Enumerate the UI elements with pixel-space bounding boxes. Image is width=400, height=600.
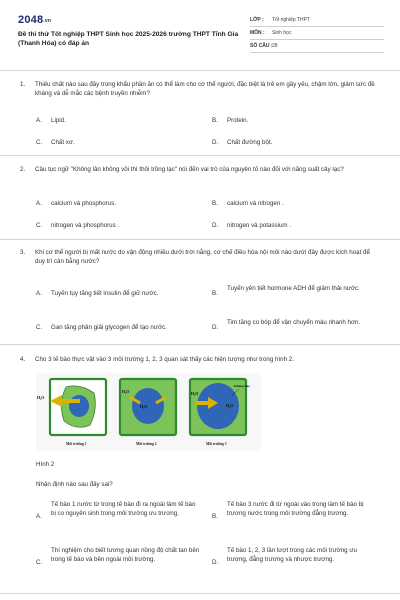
- option-text: Lipid.: [51, 117, 66, 124]
- meta-row-subject: [250, 27, 384, 40]
- page-header: [18, 14, 384, 58]
- meta-key: SỐ CÂU :: [250, 43, 273, 49]
- option-letter: A.: [36, 200, 42, 207]
- question-text: Khi cơ thể người bị mất nước do vận động nhiều dưới trời nắng, cơ chế điều hòa nội môi nào dưới đây được kích hoạt để duy trì cân bằng nước?: [35, 249, 370, 265]
- environment-caption-1: Môi trường 1: [66, 442, 87, 446]
- exam-meta: [250, 14, 384, 53]
- option-letter: B.: [212, 117, 218, 124]
- question-number: 4.: [20, 356, 26, 363]
- option-text: Protein.: [227, 117, 249, 124]
- water-label: H₂O: [122, 389, 130, 394]
- vacuole: [69, 395, 89, 417]
- environment-caption-3: Môi trường 3: [206, 442, 227, 446]
- option-letter: D.: [212, 559, 219, 566]
- option-letter: B.: [212, 290, 218, 297]
- divider: [0, 239, 400, 240]
- exam-title: Đề thi thử Tốt nghiệp THPT Sinh học 2025-2026 trường THPT Tĩnh Gia (Thanh Hóa) có đáp án: [18, 31, 239, 47]
- option-letter: C.: [36, 559, 43, 566]
- option-letter: C.: [36, 139, 43, 146]
- environment-caption-2: Môi trường 2: [136, 442, 157, 446]
- option-text: nitrogen và potassium .: [227, 222, 291, 229]
- water-label: H₂O: [37, 395, 45, 400]
- question-prompt: Nhận định nào sau đây sai?: [36, 481, 113, 488]
- question-text: Thiếu chất nào sau đây trong khẩu phần ăn có thể làm cho cơ thể người, đặc biệt là trẻ em gầy yếu, chậm lớn, giảm sức đề kháng và dễ mắc các bệnh truyền nhiễm?: [35, 81, 375, 97]
- cell-3: [190, 379, 250, 435]
- option-letter: A.: [36, 513, 42, 520]
- divider: [0, 155, 400, 156]
- water-label: H₂O: [226, 403, 234, 408]
- cell-diagram: [36, 373, 261, 451]
- divider: [0, 593, 400, 594]
- option-text: Gan tăng phân giải glycogen để tạo nước.: [51, 324, 167, 331]
- question-number: 1.: [20, 81, 26, 88]
- option-text: nitrogen và phosphorus .: [51, 222, 120, 229]
- plant-cell-figure: [36, 373, 261, 451]
- option-text: Tế bào 1, 2, 3 lần lượt trong các môi trường ưu trương, đẳng trương và nhược trương.: [227, 547, 357, 563]
- cell-2: [120, 379, 176, 435]
- option-text: calcium và nitrogen .: [227, 200, 284, 207]
- option-text: Chất đường bột.: [227, 139, 273, 146]
- option-letter: A.: [36, 290, 42, 297]
- divider: [0, 70, 400, 71]
- option-text: calcium và phosphorus.: [51, 200, 117, 207]
- divider: [0, 344, 400, 345]
- site-logo[interactable]: 2048.vn: [18, 14, 52, 26]
- figure-caption: Hình 2: [36, 461, 55, 468]
- option-text: Chất xơ.: [51, 139, 75, 146]
- option-text: Tế bào 1 nước từ trong tế bào đi ra ngoài làm tế bào bị co nguyên sinh trong môi trường ưu trương.: [51, 501, 196, 517]
- option-letter: C.: [36, 222, 43, 229]
- option-text: Tuyến yên tiết hormone ADH để giảm thải nước.: [227, 285, 360, 292]
- meta-value: 28: [272, 43, 278, 49]
- option-text: Tế bào 3 nước đi từ ngoài vào trong làm tế bào bị trương nước trong môi trường đẳng trương.: [227, 501, 364, 517]
- option-text: Tuyến tụy tăng tiết insulin để giữ nước.: [51, 290, 159, 297]
- meta-key: LỚP :: [250, 17, 264, 23]
- option-letter: B.: [212, 200, 218, 207]
- water-label: H₂O: [191, 391, 199, 396]
- question-number: 2.: [20, 166, 26, 173]
- question-number: 3.: [20, 249, 26, 256]
- vacuole-label: Không bào: [234, 384, 250, 388]
- option-letter: C.: [36, 324, 43, 331]
- meta-value: Tốt nghiệp THPT: [272, 17, 310, 23]
- question-text: Câu tục ngữ "Không lân không vôi thì thôi trồng lạc" nói đến vai trò của nguyên tố nào đối với năng suất cây lạc?: [35, 166, 344, 173]
- meta-key: MÔN :: [250, 30, 265, 36]
- option-letter: D.: [212, 139, 219, 146]
- option-text: Tim tăng co bóp để vận chuyển máu nhanh hơn.: [227, 319, 361, 326]
- vacuole: [132, 388, 164, 424]
- meta-value: Sinh học: [272, 30, 292, 36]
- question-text: Cho 3 tế bào thực vật vào 3 môi trường 1, 2, 3 quan sát thấy các hiện tượng như trong hình 2.: [35, 356, 294, 363]
- meta-row-class: [250, 14, 384, 27]
- option-letter: B.: [212, 513, 218, 520]
- option-text: Thí nghiệm cho biết tương quan nồng độ chất tan bên trong tế bào và bên ngoài môi trường.: [51, 547, 200, 563]
- option-letter: D.: [212, 222, 219, 229]
- option-letter: A.: [36, 117, 42, 124]
- water-label: H₂O: [140, 404, 148, 409]
- meta-row-count: [250, 40, 384, 53]
- option-letter: D.: [212, 324, 219, 331]
